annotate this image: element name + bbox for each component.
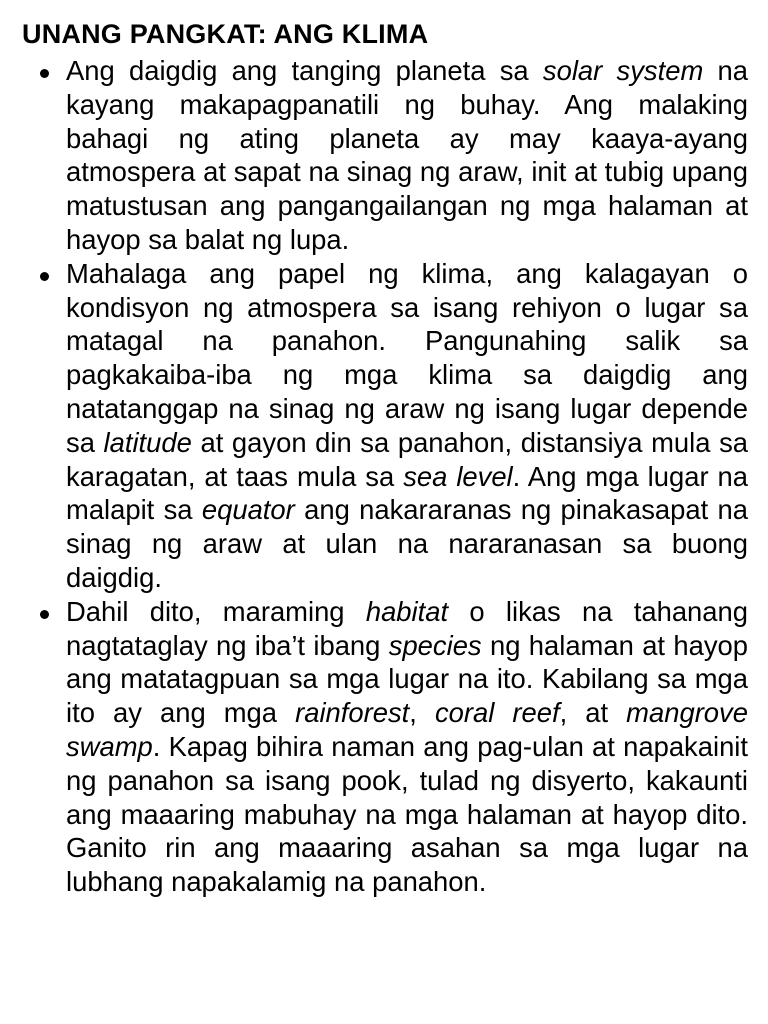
bullet-item [0,257,748,595]
bullet-icon [40,272,49,281]
bullet-icon [40,69,49,78]
bullet-item [0,595,748,899]
page-title: UNANG PANGKAT: ANG KLIMA [22,19,429,49]
bullet-icon [40,610,49,619]
bullet-paragraph: Dahil dito, maraming habitat o likas na tahanang nagtataglay ng iba’t ibang species ng halaman at hayop ang matatagpuan sa mga lugar na ito. Kabilang sa mga ito ay ang mga rainforest, coral reef, at mangrove swamp. Kapag bihira naman ang pag-ulan at napakainit ng panahon sa isang pook, tulad ng disyerto, kakaunti ang maaaring mabuhay na mga halaman at hayop dito. Ganito rin ang maaaring asahan sa mga lugar na lubhang napakalamig na panahon. [66,595,749,898]
bullet-paragraph: Mahalaga ang papel ng klima, ang kalagayan o kondisyon ng atmospera sa isang rehiyon o lugar sa matagal na panahon. Pangunahing salik sa pagkakaiba-iba ng mga klima sa daigdig ang natatanggap na sinag ng araw ng isang lugar depende sa latitude at gayon din sa panahon, distansiya mula sa karagatan, at taas mula sa sea level. Ang mga lugar na malapit sa equator ang nakararanas ng pinakasapat na sinag ng araw at ulan na nararanasan sa buong daigdig. [66,257,749,593]
bullet-list [0,54,768,899]
bullet-item [0,54,748,257]
bullet-paragraph: Ang daigdig ang tanging planeta sa solar system na kayang makapagpanatili ng buhay. Ang malaking bahagi ng ating planeta ay may kaaya-ayang atmospera at sapat na sinag ng araw, init at tubig upang matustusan ang pangangailangan ng mga halaman at hayop sa balat ng lupa. [66,55,749,255]
